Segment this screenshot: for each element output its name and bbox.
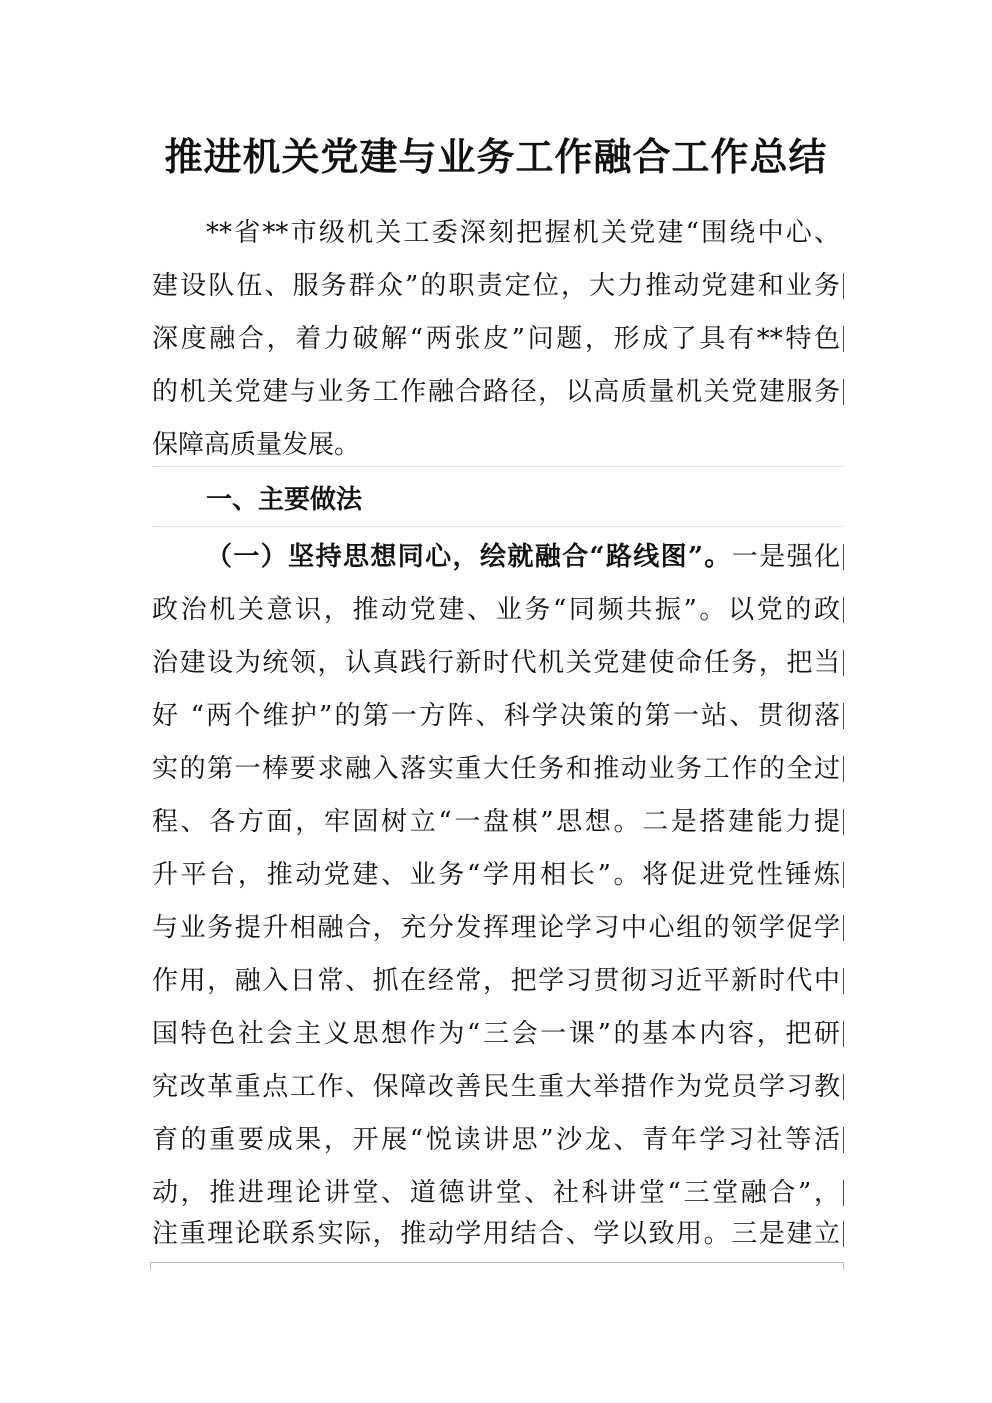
corner-tick — [150, 1262, 151, 1270]
body-line: 程、各方面，牢固树立“一盘棋”思想。二是搭建能力提 — [152, 807, 840, 837]
text-boundary-mark — [843, 379, 844, 405]
body-line: 治建设为统领，认真践行新时代机关党建使命任务，把当 — [152, 648, 840, 678]
body-line: 国特色社会主义思想作为“三会一课”的基本内容，把研 — [152, 1019, 840, 1049]
intro-line: 保障高质量发展。 — [152, 430, 361, 460]
body-line: 究改革重点工作、保障改善民生重大举措作为党员学习教 — [152, 1072, 840, 1102]
body-line: 育的重要成果，开展“悦读讲思”沙龙、青年学习社等活 — [152, 1125, 840, 1155]
text-boundary-mark — [843, 1127, 844, 1153]
text-boundary-mark — [843, 915, 844, 941]
text-boundary-mark — [843, 809, 844, 835]
body-line: 好 “两个维护”的第一方阵、科学决策的第一站、贯彻落 — [152, 701, 840, 731]
text-boundary-mark — [843, 756, 844, 782]
body-line: 动，推进理论讲堂、道德讲堂、社科讲堂“三堂融合”， — [152, 1178, 840, 1208]
body-line: 实的第一棒要求融入落实重大任务和推动业务工作的全过 — [152, 754, 840, 784]
text-boundary-mark — [843, 968, 844, 994]
intro-line: **省**市级机关工委深刻把握机关党建“围绕中心、 — [206, 218, 840, 248]
text-boundary-mark — [843, 597, 844, 623]
paragraph-separator — [152, 466, 844, 467]
text-boundary-mark — [843, 1221, 844, 1247]
intro-line: 建设队伍、服务群众”的职责定位，大力推动党建和业务 — [152, 271, 840, 301]
body-line: 升平台，推动党建、业务“学用相长”。将促进党性锤炼 — [152, 860, 840, 890]
text-boundary-mark — [843, 703, 844, 729]
document-title: 推进机关党建与业务工作融合工作总结 — [164, 134, 828, 179]
text-boundary-mark — [843, 650, 844, 676]
text-boundary-mark — [843, 326, 844, 352]
body-line: 政治机关意识，推动党建、业务“同频共振”。以党的政 — [152, 595, 840, 625]
text-boundary-mark — [843, 544, 844, 570]
text-boundary-mark — [843, 1180, 844, 1206]
paragraph-separator — [152, 526, 844, 527]
intro-line: 深度融合，着力破解“两张皮”问题，形成了具有**特色 — [152, 324, 840, 354]
text-boundary-mark — [843, 1021, 844, 1047]
subsection-heading: （一）坚持思想同心，绘就融合“路线图”。 — [206, 542, 732, 572]
text-boundary-mark — [843, 1074, 844, 1100]
intro-line: 的机关党建与业务工作融合路径，以高质量机关党建服务 — [152, 377, 840, 407]
section-heading: 一、主要做法 — [206, 485, 363, 515]
body-line: 作用，融入日常、抓在经常，把学习贯彻习近平新时代中 — [152, 966, 840, 996]
text-boundary-mark — [843, 273, 844, 299]
corner-tick — [843, 1262, 844, 1270]
subsection-first-line — [152, 537, 840, 577]
subsection-text: 一是强化 — [731, 542, 840, 572]
body-line: 注重理论联系实际，推动学用结合、学以致用。三是建立 — [152, 1219, 840, 1249]
page-bottom-rule — [150, 1262, 844, 1263]
body-line: 与业务提升相融合，充分发挥理论学习中心组的领学促学 — [152, 913, 840, 943]
text-boundary-mark — [843, 862, 844, 888]
